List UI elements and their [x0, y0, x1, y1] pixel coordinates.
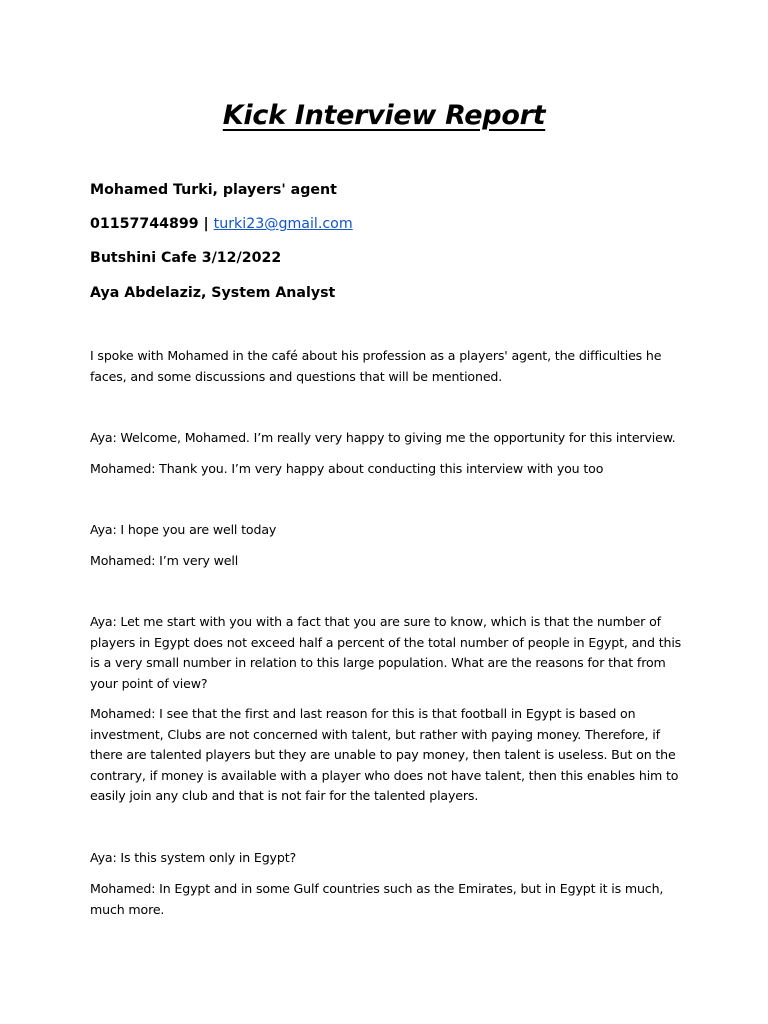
dialogue-line: Aya: Is this system only in Egypt?: [90, 850, 297, 865]
place-date-line: Butshini Cafe 3/12/2022: [90, 250, 282, 266]
dialogue-line: Mohamed: Thank you. I’m very happy about conducting this interview with you too: [90, 461, 604, 476]
dialogue-line: Aya: Let me start with you with a fact that you are sure to know, which is that the number of players in Egypt does not exceed half a percent of the total number of people in Egypt, and this is a very small number in relation to this large population. What are the reasons for that from your point of view?: [90, 614, 682, 691]
contact-separator: |: [198, 216, 214, 232]
interviewer-line: Aya Abdelaziz, System Analyst: [90, 285, 336, 301]
contact-line: [90, 214, 353, 234]
dialogue-line: Mohamed: I see that the first and last reason for this is that football in Egypt is based on investment, Clubs are not concerned with talent, but rather with paying money. Therefore, if there are talented players but they are unable to pay money, then talent is useless. But on the contrary, if money is available with a player who does not have talent, then this enables him to easily join any club and that is not fair for the talented players.: [90, 706, 679, 804]
email-link[interactable]: turki23@gmail.com: [213, 216, 353, 232]
phone-number: 01157744899: [90, 216, 199, 232]
dialogue-line: Aya: I hope you are well today: [90, 522, 277, 537]
intro-paragraph: I spoke with Mohamed in the café about his profession as a players' agent, the difficulties he faces, and some discussions and questions that will be mentioned.: [90, 348, 662, 384]
dialogue-line: Mohamed: I’m very well: [90, 553, 239, 568]
page-title: Kick Interview Report: [222, 100, 546, 131]
interviewee-line: Mohamed Turki, players' agent: [90, 182, 337, 198]
dialogue-line: Mohamed: In Egypt and in some Gulf countries such as the Emirates, but in Egypt it is much, much more.: [90, 881, 664, 917]
dialogue-line: Aya: Welcome, Mohamed. I’m really very happy to giving me the opportunity for this interview.: [90, 430, 676, 445]
